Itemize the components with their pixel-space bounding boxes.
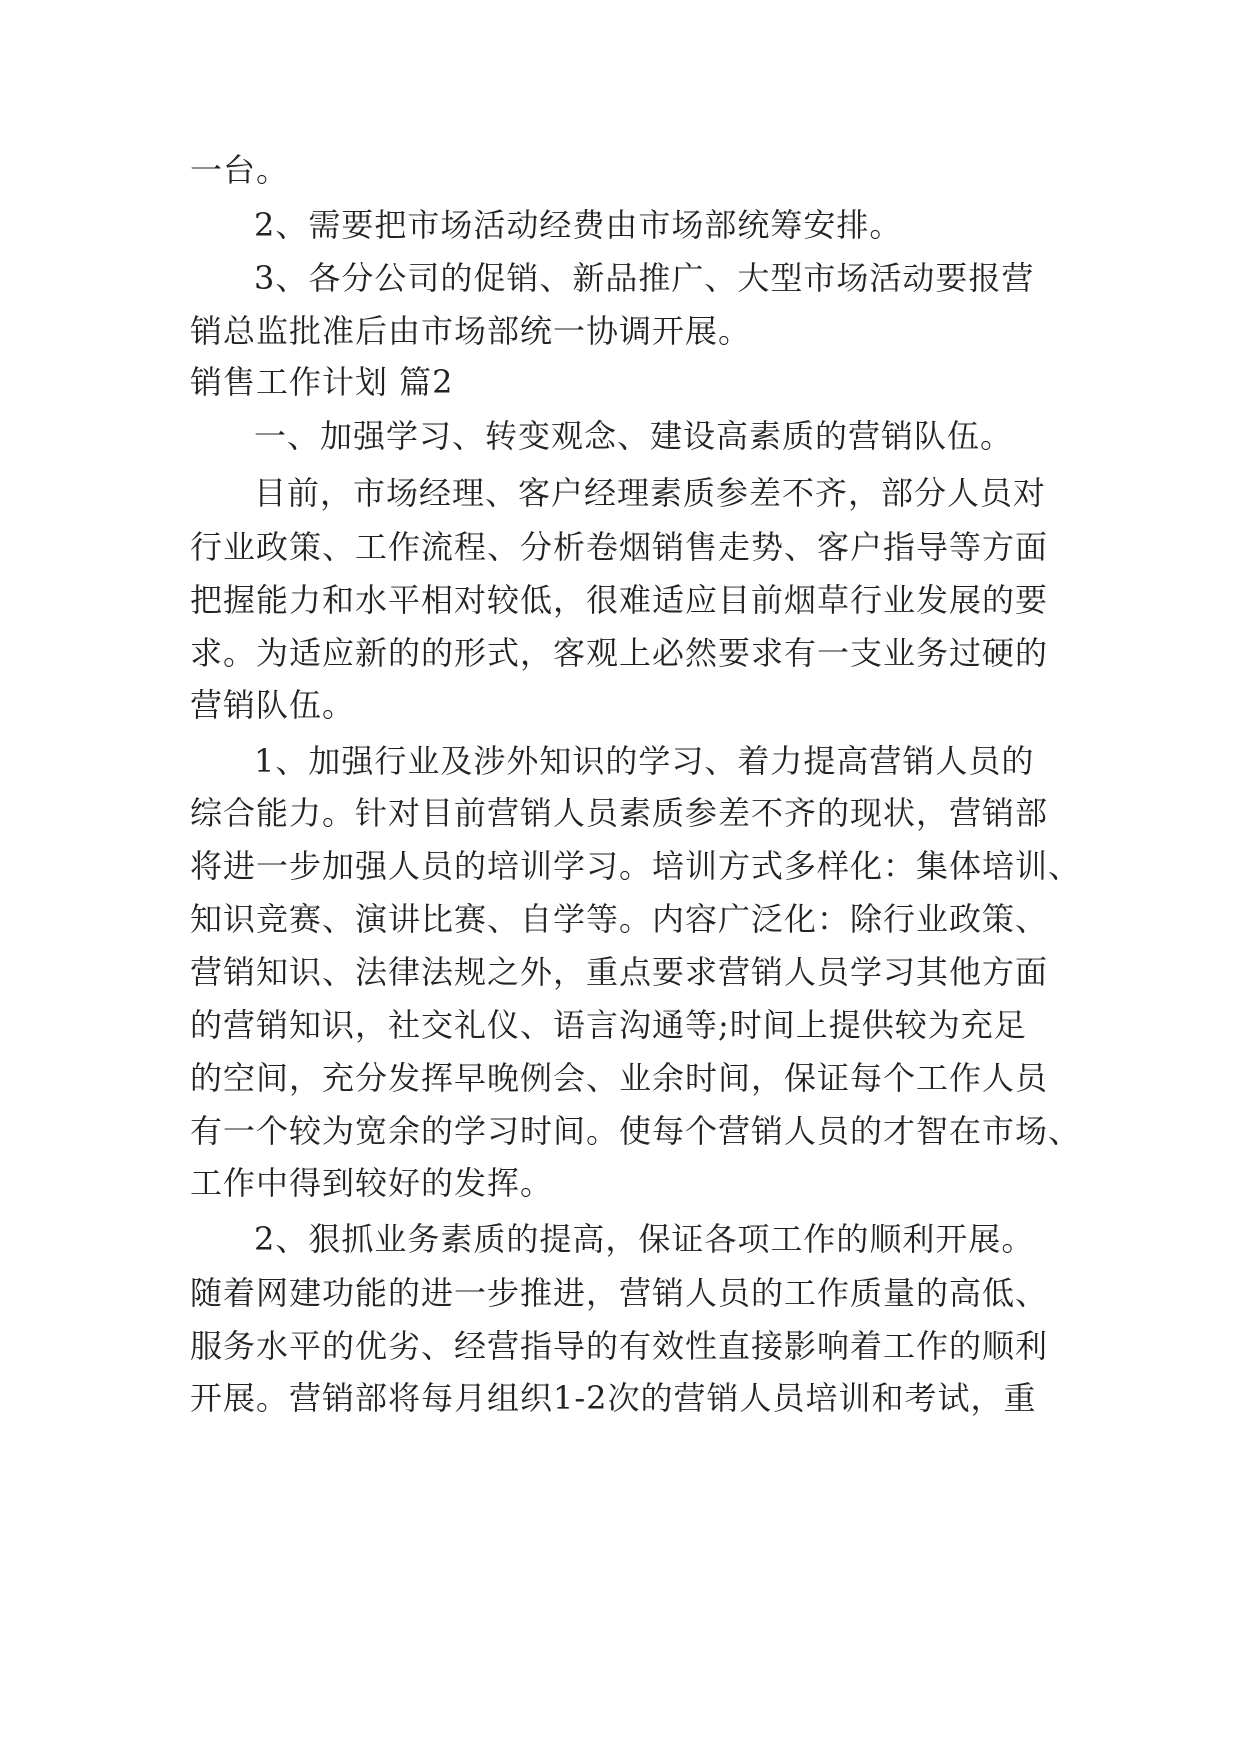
paragraph-line: 目前，市场经理、客户经理素质参差不齐，部分人员对 (254, 474, 1047, 512)
text-line: 销总监批准后由市场部统一协调开展。 (190, 312, 752, 350)
paragraph-line: 的营销知识，社交礼仪、语言沟通等;时间上提供较为充足 (190, 1006, 1027, 1044)
list-item-line: 2、需要把市场活动经费由市场部统筹安排。 (254, 206, 903, 244)
section-heading: 销售工作计划 篇2 (190, 363, 454, 401)
paragraph-line: 的空间，充分发挥早晚例会、业余时间，保证每个工作人员 (190, 1059, 1049, 1097)
paragraph-line: 开展。营销部将每月组织1-2次的营销人员培训和考试，重 (190, 1379, 1037, 1417)
list-item-line: 1、加强行业及涉外知识的学习、着力提高营销人员的 (254, 742, 1035, 780)
paragraph-line: 服务水平的优劣、经营指导的有效性直接影响着工作的顺利 (190, 1327, 1049, 1365)
paragraph-line: 知识竞赛、演讲比赛、自学等。内容广泛化：除行业政策、 (190, 900, 1049, 938)
paragraph-line: 把握能力和水平相对较低，很难适应目前烟草行业发展的要 (190, 581, 1049, 619)
list-item-line: 3、各分公司的促销、新品推广、大型市场活动要报营 (254, 259, 1035, 297)
paragraph-line: 随着网建功能的进一步推进，营销人员的工作质量的高低、 (190, 1274, 1049, 1312)
paragraph-line: 综合能力。针对目前营销人员素质参差不齐的现状，营销部 (190, 794, 1049, 832)
paragraph-line: 营销知识、法律法规之外，重点要求营销人员学习其他方面 (190, 953, 1049, 991)
paragraph-line: 将进一步加强人员的培训学习。培训方式多样化：集体培训、 (190, 847, 1082, 885)
paragraph-line: 有一个较为宽余的学习时间。使每个营销人员的才智在市场、 (190, 1112, 1082, 1150)
paragraph-line: 工作中得到较好的发挥。 (190, 1164, 554, 1202)
text-line: 一台。 (190, 151, 290, 189)
subheading-line: 一、加强学习、转变观念、建设高素质的营销队伍。 (254, 417, 1014, 455)
paragraph-line: 营销队伍。 (190, 686, 356, 724)
paragraph-line: 行业政策、工作流程、分析卷烟销售走势、客户指导等方面 (190, 528, 1049, 566)
paragraph-line: 求。为适应新的的形式，客观上必然要求有一支业务过硬的 (190, 634, 1049, 672)
list-item-line: 2、狠抓业务素质的提高，保证各项工作的顺利开展。 (254, 1220, 1035, 1258)
